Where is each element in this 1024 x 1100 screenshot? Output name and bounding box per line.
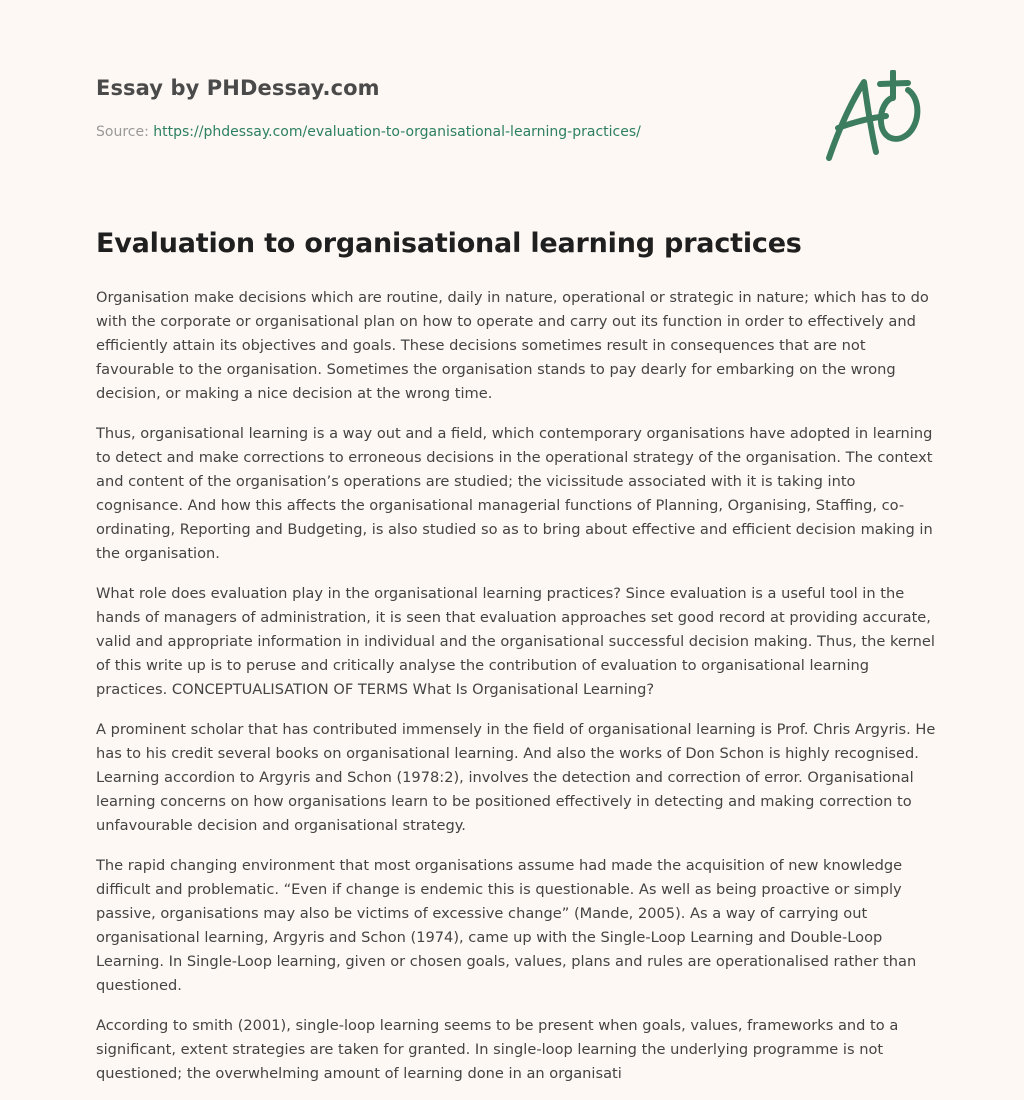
source-label: Source: <box>96 124 149 140</box>
essay-header <box>96 70 928 180</box>
site-title: Essay by PHDessay.com <box>96 76 380 100</box>
essay-paragraph: Organisation make decisions which are routine, daily in nature, operational or strategic in nature; which has to do with the corporate or organisational plan on how to operate and carry out its function in order to effectively and efficiently attain its objectives and goals. These decisions sometimes result in consequences that are not favourable to the organisation. Sometimes the organisation stands to pay dearly for embarking on the wrong decision, or making a nice decision at the wrong time. <box>96 289 929 402</box>
essay-paragraph: A prominent scholar that has contributed immensely in the field of organisational learning is Prof. Chris Argyris. He has to his credit several books on organisational learning. And also the works of Don Schon is highly recognised. Learning accordion to Argyris and Schon (1978:2), involves the detection and correction of error. Organisational learning concerns on how organisations learn to be positioned effectively in detecting and making correction to unfavourable decision and organisational strategy. <box>96 721 936 834</box>
essay-paragraph: According to smith (2001), single-loop learning seems to be present when goals, values, frameworks and to a significant, extent strategies are taken for granted. In single-loop learning the underlying programme is not questioned; the overwhelming amount of learning done in an organisati <box>96 1017 899 1082</box>
essay-paragraph: What role does evaluation play in the organisational learning practices? Since evaluation is a useful tool in the hands of managers of administration, it is seen that evaluation approaches set good record at providing accurate, valid and appropriate information in individual and the organisational successful decision making. Thus, the kernel of this write up is to peruse and critically analyse the contribution of evaluation to organisational learning practices. CONCEPTUALISATION OF TERMS What Is Organisational Learning? <box>96 585 935 698</box>
source-line <box>96 124 641 140</box>
source-link[interactable]: https://phdessay.com/evaluation-to-organisational-learning-practices/ <box>153 124 641 140</box>
essay-body <box>96 286 936 1086</box>
essay-title: Evaluation to organisational learning practices <box>96 228 802 259</box>
essay-paragraph: The rapid changing environment that most organisations assume had made the acquisition of new knowledge difficult and problematic. “Even if change is endemic this is questionable. As well as being proactive or simply passive, organisations may also be victims of excessive change” (Mande, 2005). As a way of carrying out organisational learning, Argyris and Schon (1974), came up with the Single-Loop Learning and Double-Loop Learning. In Single-Loop learning, given or chosen goals, values, plans and rules are operationalised rather than questioned. <box>96 857 917 994</box>
a-plus-grade-icon <box>824 70 928 164</box>
essay-paragraph: Thus, organisational learning is a way out and a field, which contemporary organisations have adopted in learning to detect and make corrections to erroneous decisions in the operational strategy of the organisation. The context and content of the organisation’s operations are studied; the vicissitude associated with it is taking into cognisance. And how this affects the organisational managerial functions of Planning, Organising, Staffing, co-ordinating, Reporting and Budgeting, is also studied so as to bring about effective and efficient decision making in the organisation. <box>96 425 933 562</box>
